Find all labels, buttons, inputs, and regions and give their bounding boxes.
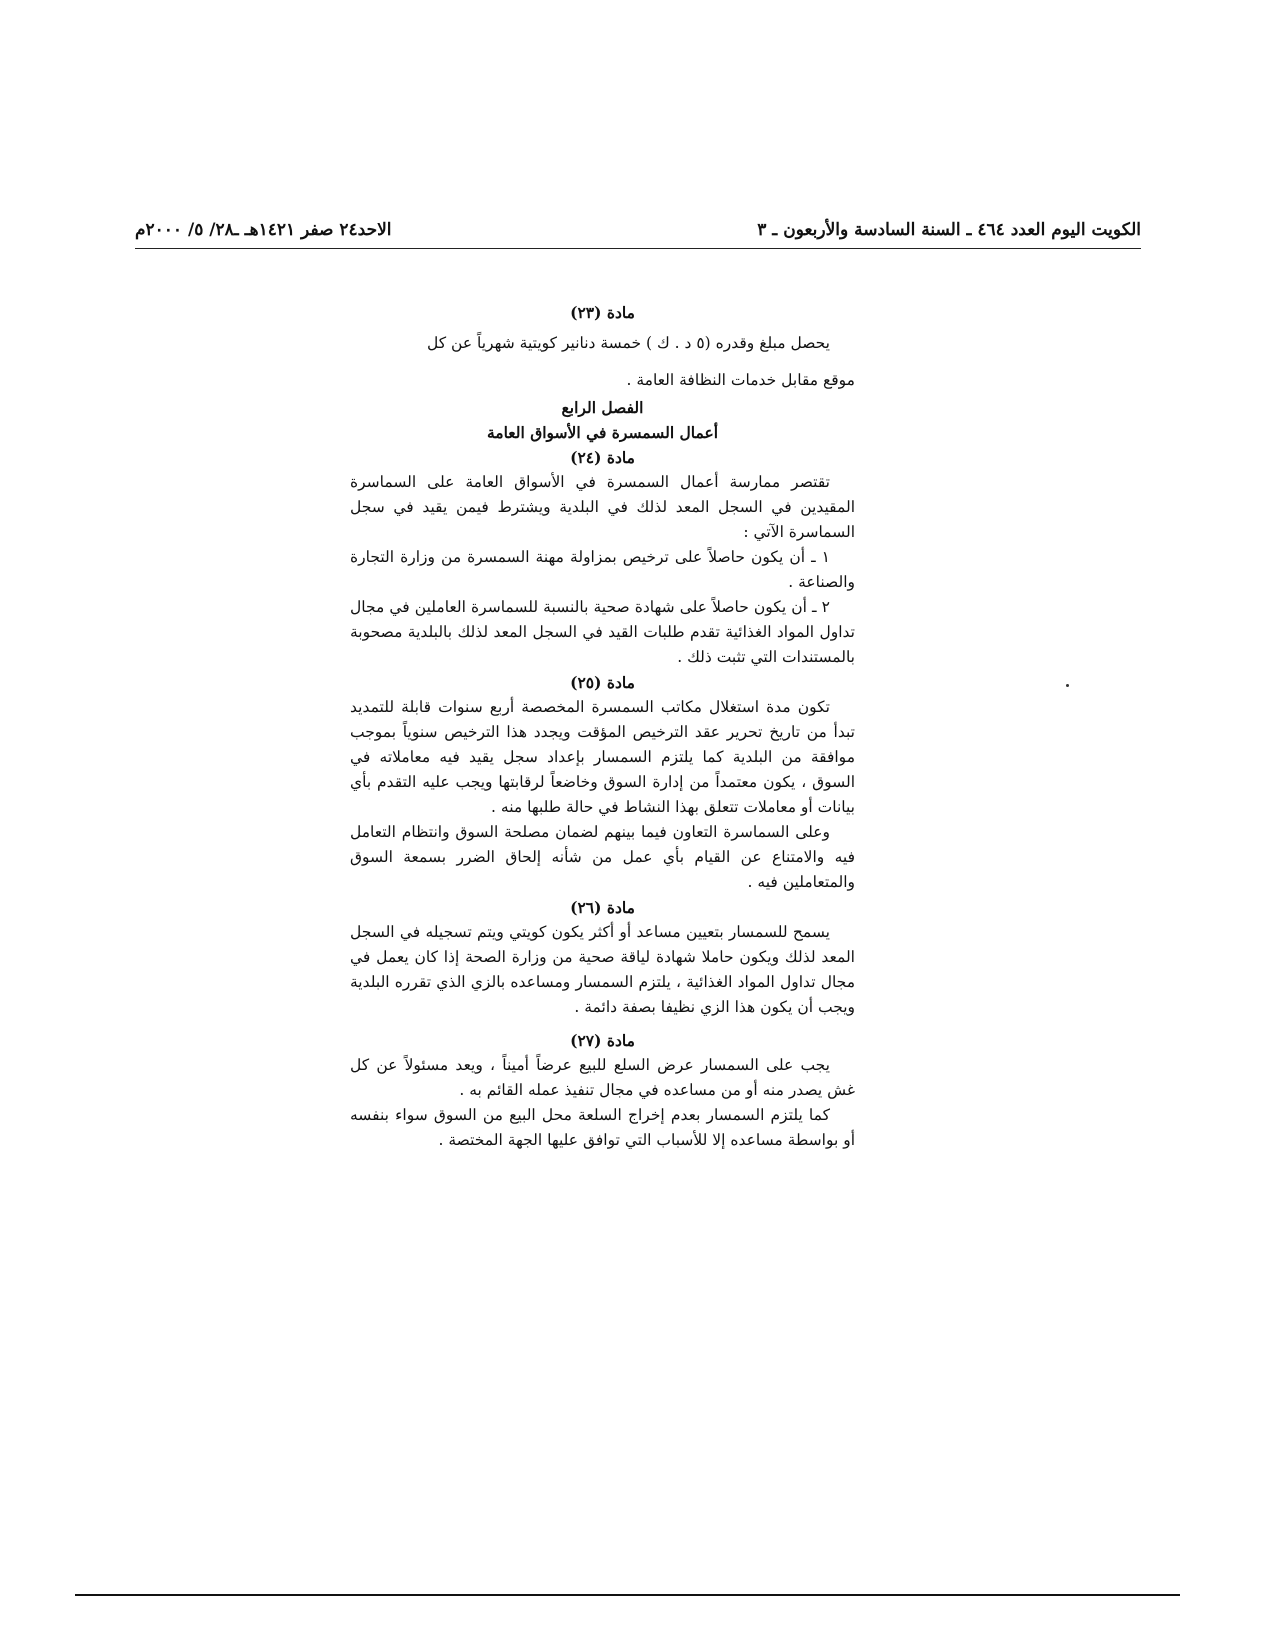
article-27-text-2: كما يلتزم السمسار بعدم إخراج السلعة محل البيع من السوق سواء بنفسه أو بواسطة مساعده إلا للأسباب التي توافق عليها الجهة المختصة . [350, 1106, 855, 1149]
article-23-title: مادة (٢٣) [570, 303, 635, 322]
article-26-title: مادة (٢٦) [570, 898, 635, 917]
article-24-text: تقتصر ممارسة أعمال السمسرة في الأسواق العامة على السماسرة المقيدين في السجل المعد لذلك في البلدية ويشترط فيمن يقيد في سجل السماسرة الآتي : [350, 473, 855, 541]
main-text-column [350, 300, 855, 1153]
article-25-text-1: تكون مدة استغلال مكاتب السمسرة المخصصة أربع سنوات قابلة للتمديد تبدأ من تاريخ تحرير عقد الترخيص المؤقت ويجدد هذا الترخيص سنوياً بموجب موافقة من البلدية كما يلتزم السمسار بإعداد سجل يقيد فيه معاملاته في السوق ، يكون معتمداً من إدارة السوق وخاضعاً لرقابتها ويجب عليه التقدم بأي بيانات أو معاملات تتعلق بهذا النشاط في حالة طلبها منه . [350, 698, 855, 816]
article-24-item-2: ٢ ـ أن يكون حاصلاً على شهادة صحية بالنسبة للسماسرة العاملين في مجال تداول المواد الغذائية تقدم طلبات القيد في السجل المعد لذلك بالبلدية مصحوبة بالمستندات التي تثبت ذلك . [350, 598, 855, 666]
article-26-text: يسمح للسمسار بتعيين مساعد أو أكثر يكون كويتي ويتم تسجيله في السجل المعد لذلك ويكون حاملا شهادة لياقة صحية من وزارة الصحة إذا كان يعمل في مجال تداول المواد الغذائية ، يلتزم السمسار ومساعده بالزي الذي تقرره البلدية ويجب أن يكون هذا الزي نظيفا بصفة دائمة . [350, 923, 855, 1016]
header-issue-info: الكويت اليوم العدد ٤٦٤ ـ السنة السادسة والأربعون ـ ٣ [757, 220, 1141, 240]
article-25-title: مادة (٢٥) [570, 673, 635, 692]
chapter-title: الفصل الرابع [561, 398, 644, 417]
page-header [135, 218, 1141, 249]
article-27-title: مادة (٢٧) [570, 1031, 635, 1050]
article-24-item-1: ١ ـ أن يكون حاصلاً على ترخيص بمزاولة مهنة السمسرة من وزارة التجارة والصناعة . [350, 548, 855, 591]
bottom-rule [75, 1594, 1180, 1596]
article-24-title: مادة (٢٤) [570, 448, 635, 467]
header-date: الاحد٢٤ صفر ١٤٢١هـ ـ٢٨/ ٥/ ٢٠٠٠م [135, 220, 392, 240]
article-23-text-2: موقع مقابل خدمات النظافة العامة . [626, 371, 855, 389]
article-23-text-1: يحصل مبلغ وقدره (٥ د . ك ) خمسة دنانير كويتية شهرياً عن كل [427, 334, 830, 352]
article-25-text-2: وعلى السماسرة التعاون فيما بينهم لضمان مصلحة السوق وانتظام التعامل فيه والامتناع عن القيام بأي عمل من شأنه إلحاق الضرر بسمعة السوق والمتعاملين فيه . [350, 823, 855, 891]
chapter-subtitle: أعمال السمسرة في الأسواق العامة [486, 423, 719, 442]
article-27-text-1: يجب على السمسار عرض السلع للبيع عرضاً أميناً ، ويعد مسئولاً عن كل غش يصدر منه أو من مساعده في مجال تنفيذ عمله القائم به . [350, 1056, 855, 1099]
scan-speck [1066, 684, 1069, 687]
